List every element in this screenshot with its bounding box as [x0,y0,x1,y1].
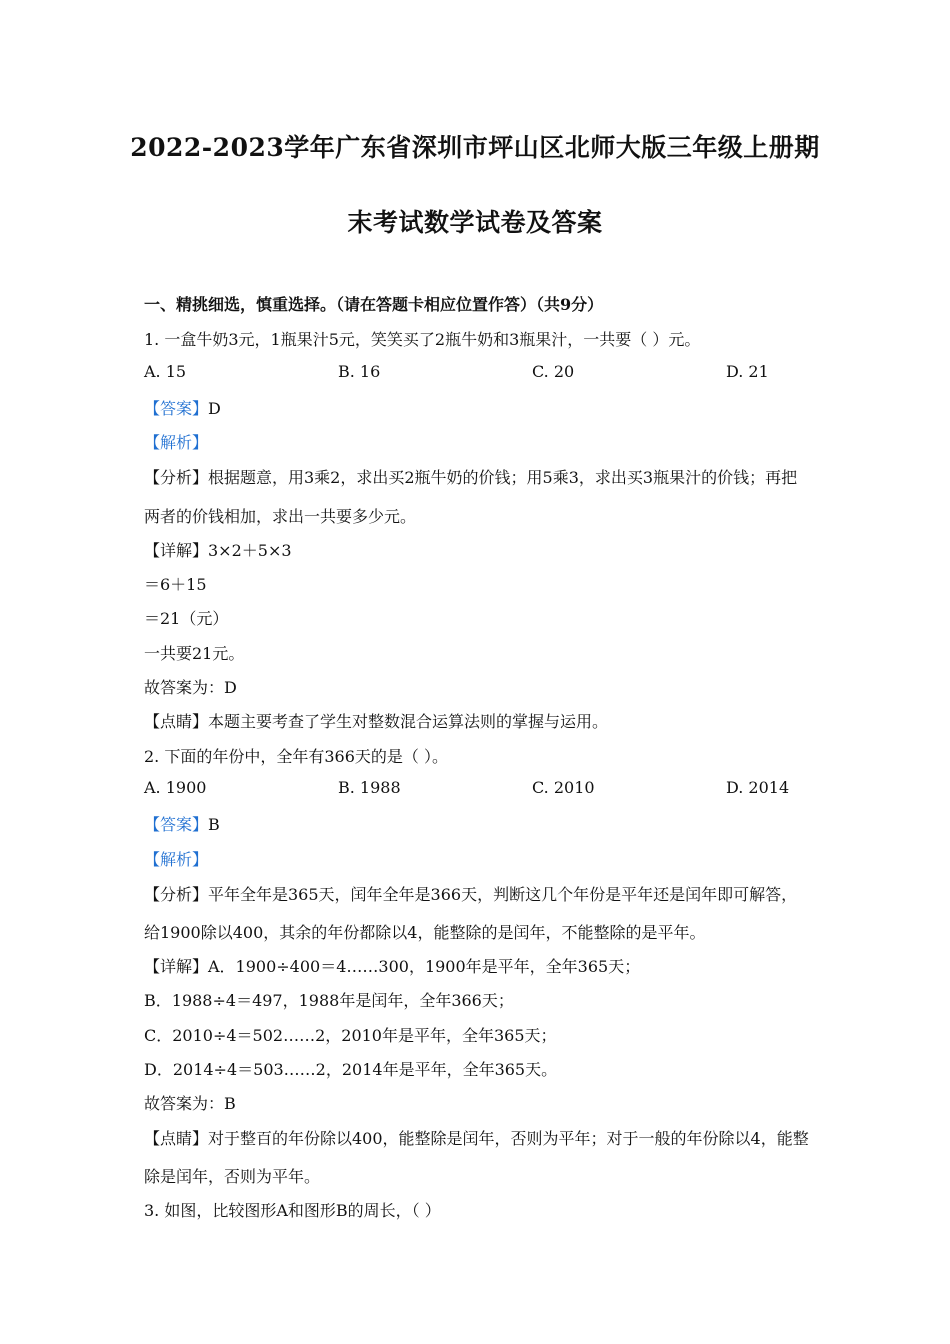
q1-option-a: A. 15 [144,362,187,381]
q2-xiangjie: 【详解】A．1900÷400＝4……300，1900年是平年，全年365天； [144,957,641,976]
q1-step-1: ＝6＋15 [144,575,207,594]
q2-step-c: C．2010÷4＝502……2，2010年是平年，全年365天； [144,1026,557,1045]
answer-value: B [208,815,220,834]
section-heading: 一、精挑细选，慎重选择。（请在答题卡相应位置作答）（共9分） [144,295,604,314]
q1-xiangjie: 【详解】3×2＋5×3 [144,541,292,560]
q2-fenxi-line-1: 【分析】平年全年是365天，闰年全年是366天，判断这几个年份是平年还是闰年即可解答， [144,885,798,904]
document-title-line-1: 2022-2023学年广东省深圳市坪山区北师大版三年级上册期 [130,133,820,162]
q1-option-d: D. 21 [726,362,769,381]
q1-dianjing: 【点睛】本题主要考查了学生对整数混合运算法则的掌握与运用。 [144,712,609,731]
document-title-line-2: 末考试数学试卷及答案 [347,208,603,237]
question-3-stem: 3. 如图，比较图形A和图形B的周长，（ ） [144,1201,441,1220]
question-1-stem: 1. 一盒牛奶3元，1瓶果汁5元，笑笑买了2瓶牛奶和3瓶果汁，一共要（ ）元。 [144,330,701,349]
q1-step-2: ＝21（元） [144,609,229,628]
answer-label: 【答案】 [144,815,209,834]
answer-label: 【答案】 [144,399,209,418]
answer-value: D [208,399,221,418]
q2-dianjing-line-2: 除是闰年，否则为平年。 [144,1167,321,1186]
q1-fenxi-line-1: 【分析】根据题意，用3乘2，求出买2瓶牛奶的价钱；用5乘3，求出买3瓶果汁的价钱；再把 [144,468,798,487]
q1-option-c: C. 20 [532,362,575,381]
q2-option-b: B. 1988 [338,778,401,797]
q2-option-a: A. 1900 [144,778,207,797]
q2-option-d: D. 2014 [726,778,790,797]
q1-option-b: B. 16 [338,362,381,381]
q1-final-answer: 故答案为：D [144,678,237,697]
q1-analysis-label: 【解析】 [144,433,209,452]
q2-fenxi-line-2: 给1900除以400，其余的年份都除以4，能整除的是闰年，不能整除的是平年。 [144,923,706,942]
q2-final-answer: 故答案为：B [144,1094,236,1113]
q1-answer [144,396,221,419]
q2-step-b: B．1988÷4＝497，1988年是闰年，全年366天； [144,991,514,1010]
q2-step-d: D．2014÷4＝503……2，2014年是平年，全年365天。 [144,1060,558,1079]
q2-dianjing-line-1: 【点睛】对于整百的年份除以400，能整除是闰年，否则为平年；对于一般的年份除以4，能整 [144,1129,809,1148]
q1-fenxi-line-2: 两者的价钱相加，求出一共要多少元。 [144,507,417,526]
q2-analysis-label: 【解析】 [144,850,209,869]
q1-step-3: 一共要21元。 [144,644,245,663]
q2-answer [144,812,220,835]
q2-option-c: C. 2010 [532,778,595,797]
question-2-stem: 2. 下面的年份中，全年有366天的是（ ）。 [144,747,448,766]
